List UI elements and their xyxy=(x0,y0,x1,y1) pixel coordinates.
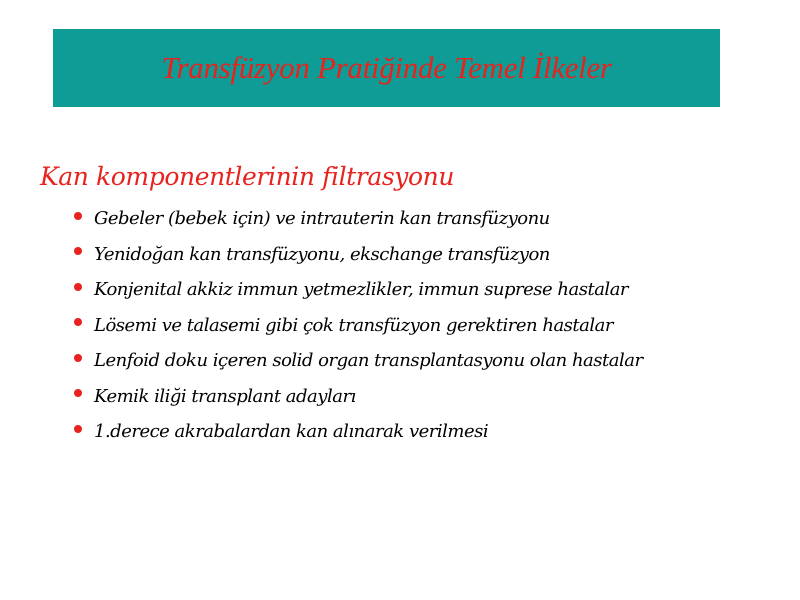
list-item xyxy=(74,343,643,379)
list-item xyxy=(74,272,643,308)
bullet-dot-icon xyxy=(74,425,82,433)
bullet-text: Lenfoid doku içeren solid organ transplantasyonu olan hastalar xyxy=(94,350,643,372)
list-item xyxy=(74,308,643,344)
list-item xyxy=(74,201,643,237)
bullet-dot-icon xyxy=(74,318,82,326)
bullet-text: 1.derece akrabalardan kan alınarak verilmesi xyxy=(94,421,489,443)
list-item xyxy=(74,237,643,273)
bullet-dot-icon xyxy=(74,354,82,362)
section-heading: Kan komponentlerinin filtrasyonu xyxy=(40,162,455,191)
list-item xyxy=(74,379,643,415)
bullet-text: Konjenital akkiz immun yetmezlikler, immun suprese hastalar xyxy=(94,279,629,301)
slide-title: Transfüzyon Pratiğinde Temel İlkeler xyxy=(161,50,612,85)
bullet-dot-icon xyxy=(74,283,82,291)
title-bar xyxy=(53,29,720,107)
bullet-list xyxy=(74,201,643,450)
bullet-dot-icon xyxy=(74,389,82,397)
bullet-dot-icon xyxy=(74,212,82,220)
bullet-text: Lösemi ve talasemi gibi çok transfüzyon gerektiren hastalar xyxy=(94,314,613,336)
list-item xyxy=(74,414,643,450)
bullet-dot-icon xyxy=(74,247,82,255)
bullet-text: Gebeler (bebek için) ve intrauterin kan transfüzyonu xyxy=(94,208,550,230)
bullet-text: Yenidoğan kan transfüzyonu, ekschange transfüzyon xyxy=(94,243,550,265)
bullet-text: Kemik iliği transplant adayları xyxy=(94,385,356,407)
